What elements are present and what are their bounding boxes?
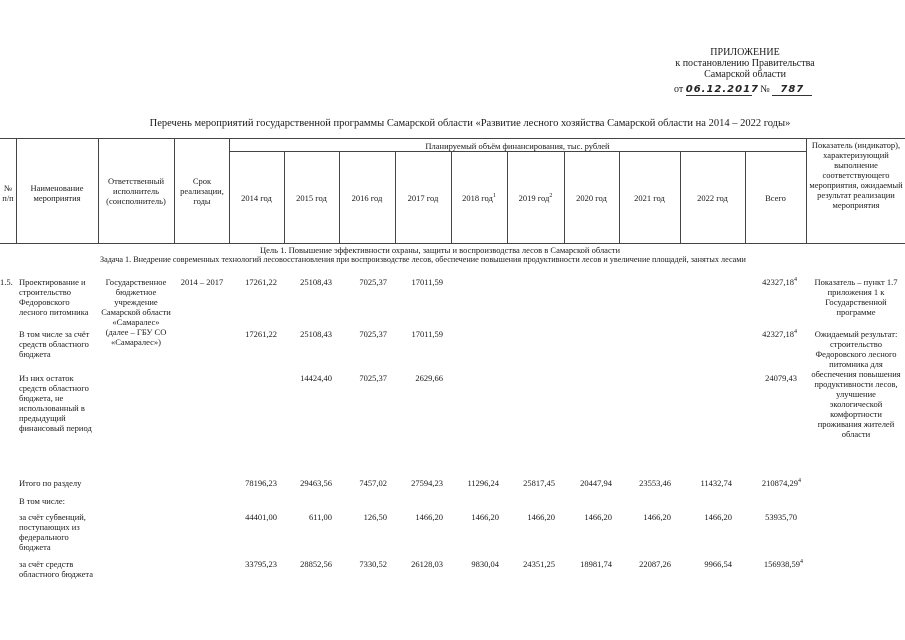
row-incl-2016: 7025,37 xyxy=(359,329,387,339)
row-regional-2021: 22087,26 xyxy=(639,559,671,569)
row-total-2014: 78196,23 xyxy=(245,478,277,488)
row-incl-name: В том числе за счёт средств областного бюджета xyxy=(19,329,90,359)
row-total-total: 210874,29$^4$ xyxy=(761,478,801,488)
row-1-5-2017: 17011,59 xyxy=(411,277,443,287)
row-federal-2020: 1466,20 xyxy=(584,512,612,522)
row-1-5-2014: 17261,22 xyxy=(245,277,277,287)
row-regional-total: 156938,59$^4$ xyxy=(763,559,803,569)
row-remain-total: 24079,43 xyxy=(765,373,797,383)
header-indicator: Показатель (индикатор), характеризующий выполнение соответствующего мероприятия, ожидаемый результат реализации мероприятия xyxy=(809,140,903,210)
row-incl-2015: 25108,43 xyxy=(300,329,332,339)
appendix-line2: Самарской области xyxy=(704,69,786,80)
indicator-part2: Ожидаемый результат: строительство Федоровского лесного питомника для обеспечения повышения продуктивности лесов, улучшение экологической комфортности проживания жителей области xyxy=(811,329,901,439)
row-total-2020: 20447,94 xyxy=(580,478,612,488)
document-title: Перечень мероприятий государственной программы Самарской области «Развитие лесного хозяйства Самарской области на 2014 – 2022 годы» xyxy=(149,118,791,129)
row-incl-2017: 17011,59 xyxy=(411,329,443,339)
appendix-date-line xyxy=(674,84,834,96)
row-regional-2015: 28852,56 xyxy=(300,559,332,569)
appendix-line1: к постановлению Правительства xyxy=(675,58,815,69)
row-1-5-term: 2014 – 2017 xyxy=(180,277,224,287)
year-2022: 2022 год xyxy=(697,193,728,203)
row-total-2015: 29463,56 xyxy=(300,478,332,488)
header-term: Срок реализации, годы xyxy=(180,176,224,206)
year-total: Всего xyxy=(765,193,786,203)
year-2014: 2014 год xyxy=(241,193,272,203)
row-remain-name: Из них остаток средств областного бюджета, не использованный в предыдущий финансовый период xyxy=(19,373,92,433)
row-remain-2016: 7025,37 xyxy=(359,373,387,383)
row-regional-2014: 33795,23 xyxy=(245,559,277,569)
year-2015: 2015 год xyxy=(296,193,327,203)
row-incl-total: 42327,18$^4$ xyxy=(762,329,797,339)
header-name: Наименование мероприятия xyxy=(30,183,84,203)
row-total-name: Итого по разделу xyxy=(19,478,82,488)
year-2017: 2017 год xyxy=(407,193,439,203)
row-1-5-total: 42327,18$^4$ xyxy=(762,277,797,287)
row-remain-2017: 2629,66 xyxy=(415,373,443,383)
row-regional-2019: 24351,25 xyxy=(523,559,555,569)
row-incl-2014: 17261,22 xyxy=(245,329,277,339)
appendix-block xyxy=(660,47,830,80)
row-total-2019: 25817,45 xyxy=(523,478,555,488)
header-funding: Планируемый объём финансирования, тыс. рублей xyxy=(425,141,610,151)
row-1-5-name: Проектирование и строительство Федоровского лесного питомника xyxy=(19,277,89,317)
row-regional-name: за счёт средств областного бюджета xyxy=(19,559,94,579)
row-federal-2014: 44401,00 xyxy=(245,512,277,522)
row-federal-2015: 611,00 xyxy=(308,512,332,522)
row-1-5-executor: Государственное бюджетное учреждение Самарской области «Самаралес» (далее – ГБУ СО «Самаралес») xyxy=(101,277,171,347)
row-total-2016: 7457,02 xyxy=(359,478,387,488)
row-federal-2022: 1466,20 xyxy=(704,512,732,522)
row-incl2-name: В том числе: xyxy=(19,496,65,506)
year-2019: 2019 год$^2$ xyxy=(518,193,553,203)
date-prefix: от xyxy=(674,84,684,95)
row-federal-2016: 126,50 xyxy=(363,512,387,522)
row-total-2021: 23553,46 xyxy=(639,478,671,488)
row-total-2022: 11432,74 xyxy=(700,478,732,488)
goal-line: Цель 1. Повышение эффективности охраны, защиты и воспроизводства лесов в Самарской области xyxy=(260,245,620,255)
row-regional-2016: 7330,52 xyxy=(359,559,387,569)
row-1-5-2015: 25108,43 xyxy=(300,277,332,287)
year-2020: 2020 год xyxy=(576,193,607,203)
row-total-2017: 27594,23 xyxy=(411,478,443,488)
row-federal-total: 53935,70 xyxy=(765,512,797,522)
row-regional-2022: 9966,54 xyxy=(704,559,732,569)
row-regional-2018: 9830,04 xyxy=(471,559,499,569)
header-num: № п/п xyxy=(2,183,14,203)
indicator-part1: Показатель – пункт 1.7 приложения 1 к Государственной программе xyxy=(814,277,898,317)
row-federal-2017: 1466,20 xyxy=(415,512,443,522)
row-federal-2018: 1466,20 xyxy=(471,512,499,522)
row-regional-2020: 18981,74 xyxy=(580,559,612,569)
year-2018: 2018 год$^1$ xyxy=(462,193,496,203)
task-line: Задача 1. Внедрение современных технологий лесовосстановления при воспроизводстве лесов, обеспечение повышения продуктивности лесов и увеличение площадей, занятых лесами xyxy=(100,255,746,264)
row-remain-2015: 14424,40 xyxy=(300,373,332,383)
row-regional-2017: 26128,03 xyxy=(411,559,443,569)
row-total-2018: 11296,24 xyxy=(467,478,499,488)
appendix-title: ПРИЛОЖЕНИЕ xyxy=(710,47,780,58)
row-federal-name: за счёт субвенций, поступающих из федерального бюджета xyxy=(19,512,86,552)
number-value: 787 xyxy=(772,84,812,96)
header-executor: Ответственный исполнитель (соисполнитель) xyxy=(106,176,166,206)
year-2021: 2021 год xyxy=(634,193,665,203)
year-2016: 2016 год xyxy=(351,193,383,203)
number-prefix: № xyxy=(760,84,770,95)
row-1-5-2016: 7025,37 xyxy=(359,277,387,287)
date-value: 06.12.2017 xyxy=(685,84,760,95)
row-federal-2019: 1466,20 xyxy=(527,512,555,522)
row-1-5-num: 1.5. xyxy=(0,277,13,287)
indicator-text xyxy=(810,277,902,439)
row-federal-2021: 1466,20 xyxy=(643,512,671,522)
